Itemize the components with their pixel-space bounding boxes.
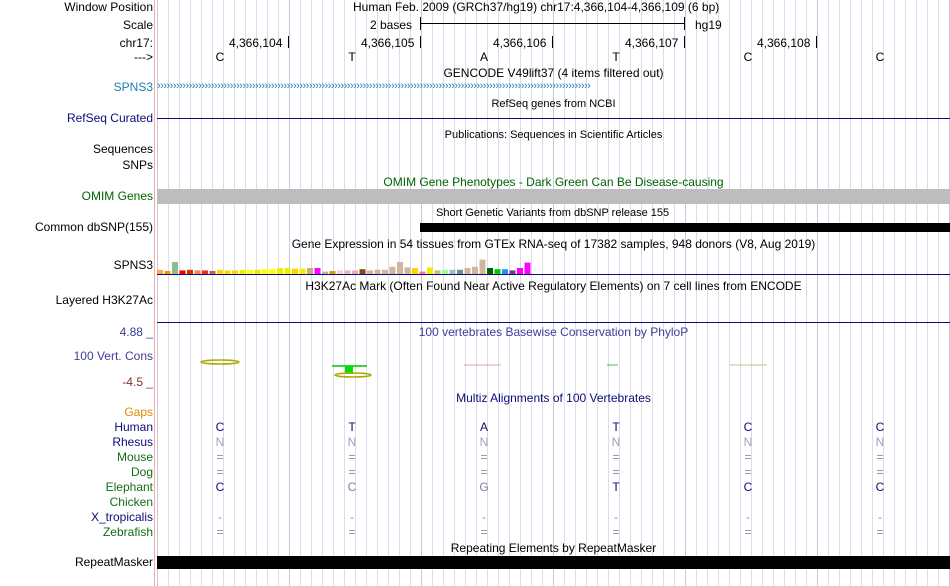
dog-base: =: [876, 465, 884, 479]
rhesus-base: N: [347, 435, 357, 449]
ruler-position: 4,366,106: [493, 36, 547, 50]
phylop-track-label[interactable]: 100 Vert. Cons: [73, 349, 153, 363]
elephant-base: C: [743, 480, 753, 494]
human-base: C: [215, 420, 225, 434]
scale-value: 2 bases: [370, 18, 413, 32]
strand-label: --->: [134, 50, 153, 64]
zebrafish-base: =: [480, 525, 488, 539]
gtex-tissue-bar[interactable]: [427, 267, 433, 274]
gtex-track-label[interactable]: SPNS3: [113, 258, 153, 272]
phylop-feature: [201, 360, 239, 364]
human-base: T: [348, 420, 356, 434]
gtex-tissue-bar[interactable]: [405, 267, 411, 274]
gencode-track-label[interactable]: SPNS3: [113, 80, 153, 94]
dog-base: =: [216, 465, 224, 479]
gtex-tissue-bar[interactable]: [525, 263, 531, 274]
omim-track-label[interactable]: OMIM Genes: [81, 189, 153, 203]
sequences-track-label[interactable]: Sequences: [92, 142, 153, 156]
phylop-max-label: 4.88 _: [119, 325, 153, 339]
multiz-label-chicken[interactable]: Chicken: [109, 495, 153, 509]
gtex-tissue-bar[interactable]: [480, 260, 486, 274]
zebrafish-base: =: [876, 525, 884, 539]
h3k27ac-baseline: [157, 322, 950, 323]
ruler-tick: [684, 36, 685, 48]
multiz-label-x-tropicalis[interactable]: X_tropicalis: [90, 510, 153, 524]
window-position-value: Human Feb. 2009 (GRCh37/hg19) chr17:4,366,104-4,366,109 (6 bp): [353, 0, 720, 14]
zebrafish-base: =: [744, 525, 752, 539]
dbsnp-track-title[interactable]: Short Genetic Variants from dbSNP release 155: [436, 207, 670, 219]
ruler-base: C: [743, 50, 753, 64]
elephant-base: C: [215, 480, 225, 494]
dog-base: =: [612, 465, 620, 479]
ruler-tick: [816, 36, 817, 48]
refseq-track-title[interactable]: RefSeq genes from NCBI: [491, 98, 616, 110]
x-tropicalis-base: -: [614, 510, 618, 524]
omim-gene-feature[interactable]: [157, 189, 950, 204]
window-position-label: Window Position: [64, 0, 153, 14]
ruler-base: A: [479, 50, 488, 64]
phylop-track-title[interactable]: 100 vertebrates Basewise Conservation by PhyloP: [418, 325, 689, 339]
elephant-base: G: [479, 480, 489, 494]
x-tropicalis-base: -: [482, 510, 486, 524]
ruler-base: T: [348, 50, 356, 64]
x-tropicalis-base: -: [350, 510, 354, 524]
dog-base: =: [348, 465, 356, 479]
h3k27ac-track-label[interactable]: Layered H3K27Ac: [55, 293, 153, 307]
ruler-base: C: [875, 50, 885, 64]
multiz-label-zebrafish[interactable]: Zebrafish: [102, 525, 153, 539]
multiz-label-elephant[interactable]: Elephant: [105, 480, 153, 494]
multiz-label-rhesus[interactable]: Rhesus: [112, 435, 153, 449]
publications-track-title[interactable]: Publications: Sequences in Scientific Articles: [444, 129, 663, 141]
ruler-position: 4,366,104: [229, 36, 283, 50]
scale-label: Scale: [122, 18, 153, 32]
elephant-base: C: [875, 480, 885, 494]
label-divider: [154, 0, 155, 586]
refseq-gene-feature[interactable]: [157, 118, 950, 119]
rhesus-base: N: [215, 435, 225, 449]
dbsnp-track-label[interactable]: Common dbSNP(155): [34, 220, 153, 234]
dog-base: =: [480, 465, 488, 479]
mouse-base: =: [744, 450, 752, 464]
gtex-tissue-bar[interactable]: [472, 267, 478, 274]
ruler-base: T: [612, 50, 620, 64]
rhesus-base: N: [875, 435, 885, 449]
ruler-base: C: [215, 50, 225, 64]
dog-base: =: [744, 465, 752, 479]
multiz-label-human[interactable]: Human: [114, 420, 153, 434]
gtex-track-title[interactable]: Gene Expression in 54 tissues from GTEx RNA-seq of 17382 samples, 948 donors (V8, Aug 2019): [291, 237, 816, 251]
x-tropicalis-base: -: [746, 510, 750, 524]
mouse-base: =: [348, 450, 356, 464]
gtex-gene-line: [157, 274, 950, 275]
gtex-tissue-bar[interactable]: [397, 262, 403, 274]
rhesus-base: N: [611, 435, 621, 449]
ruler-tick: [288, 36, 289, 48]
repeatmasker-track-label[interactable]: RepeatMasker: [74, 555, 153, 569]
gtex-tissue-bar[interactable]: [172, 262, 178, 274]
ruler-position: 4,366,108: [757, 36, 811, 50]
x-tropicalis-base: -: [218, 510, 222, 524]
zebrafish-base: =: [348, 525, 356, 539]
x-tropicalis-base: -: [878, 510, 882, 524]
scale-bar: [420, 23, 685, 24]
rhesus-base: N: [479, 435, 489, 449]
ruler-position: 4,366,105: [361, 36, 415, 50]
human-base: A: [479, 420, 488, 434]
mouse-base: =: [480, 450, 488, 464]
spns3-gene-feature[interactable]: ›››››››››››››››››››››››››››››››››››››››››››››››››››››››››››››››››››››››››››››››››››››››››››››››››››››››››››››››››››››››››››››››››››››››››: [157, 81, 591, 91]
phylop-min-label: -4.5 _: [122, 375, 153, 389]
omim-track-title[interactable]: OMIM Gene Phenotypes - Dark Green Can Be Disease-causing: [383, 175, 724, 189]
elephant-base: T: [612, 480, 620, 494]
elephant-base: C: [347, 480, 357, 494]
repeatmasker-feature[interactable]: [157, 556, 950, 569]
chrom-label: chr17:: [119, 36, 153, 50]
zebrafish-base: =: [216, 525, 224, 539]
mouse-base: =: [876, 450, 884, 464]
zebrafish-base: =: [612, 525, 620, 539]
multiz-label-dog[interactable]: Dog: [130, 465, 153, 479]
human-base: T: [612, 420, 620, 434]
scale-bar-right-end: [684, 17, 685, 30]
phylop-conservation-plot[interactable]: [157, 358, 950, 380]
repeatmasker-track-title[interactable]: Repeating Elements by RepeatMasker: [450, 541, 657, 555]
mouse-base: =: [216, 450, 224, 464]
multiz-track-title[interactable]: Multiz Alignments of 100 Vertebrates: [456, 391, 651, 405]
ruler-position: 4,366,107: [625, 36, 679, 50]
gencode-track-title[interactable]: GENCODE V49lift37 (4 items filtered out): [443, 66, 664, 80]
ruler-tick: [552, 36, 553, 48]
gtex-tissue-bar[interactable]: [390, 267, 396, 274]
rhesus-base: N: [743, 435, 753, 449]
dbsnp-variant-feature[interactable]: [420, 223, 950, 232]
snps-track-label[interactable]: SNPs: [122, 158, 153, 172]
phylop-feature: [335, 373, 371, 377]
ruler-tick: [420, 36, 421, 48]
mouse-base: =: [612, 450, 620, 464]
human-base: C: [743, 420, 753, 434]
gtex-expression-chart[interactable]: [157, 250, 557, 274]
multiz-label-mouse[interactable]: Mouse: [116, 450, 153, 464]
multiz-label-gaps[interactable]: Gaps: [124, 405, 153, 419]
refseq-track-label[interactable]: RefSeq Curated: [66, 111, 153, 125]
human-base: C: [875, 420, 885, 434]
h3k27ac-track-title[interactable]: H3K27Ac Mark (Often Found Near Active Regulatory Elements) on 7 cell lines from ENCODE: [305, 279, 802, 293]
scale-assembly: hg19: [695, 18, 722, 32]
